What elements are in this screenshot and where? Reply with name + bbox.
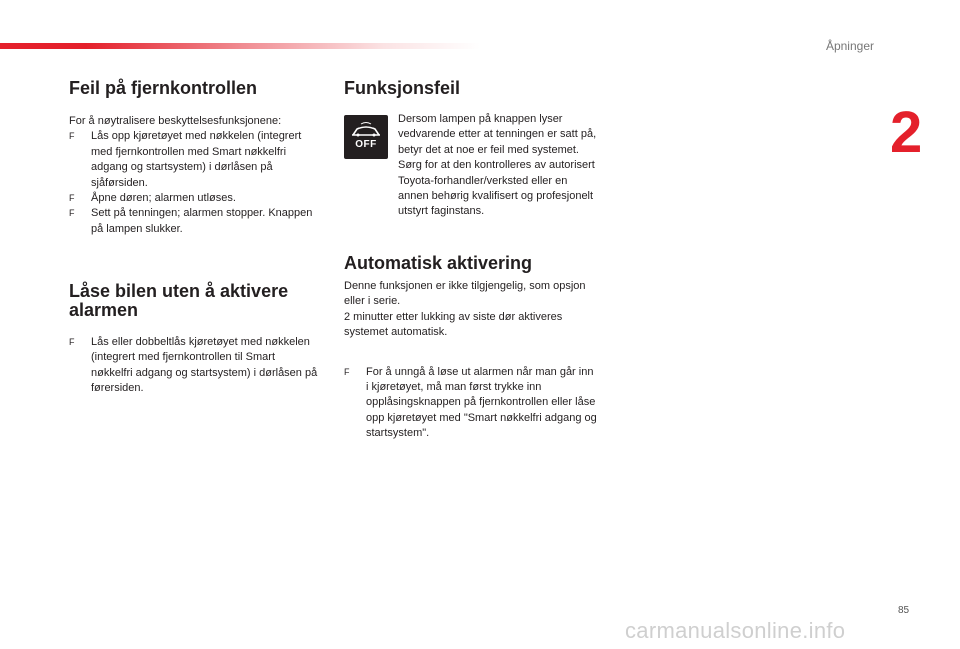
header-accent-bar: [0, 43, 480, 49]
auto-activation-paragraph-2: 2 minutter etter lukking av siste dør aktiveres systemet automatisk.: [344, 310, 563, 339]
list-item: F Sett på tenningen; alarmen stopper. Knappen på lampen slukker.: [69, 207, 313, 235]
remote-failure-section: [69, 79, 325, 237]
alarm-off-icon: [344, 115, 388, 159]
page-number: 85: [898, 605, 910, 616]
chapter-number: 2: [890, 100, 923, 165]
auto-activation-paragraph-1: Denne funksjonen er ikke tilgjengelig, som opsjon eller i serie.: [344, 280, 586, 308]
alarm-off-label: OFF: [355, 139, 377, 150]
bullet-marker: F: [69, 193, 75, 204]
list-item: F Lås opp kjøretøyet med nøkkelen (integrert med fjernkontrollen med Smart nøkkelfri adgang og startsystem) i dørlåsen på sjåførsiden.: [69, 130, 302, 189]
section-label: Åpninger: [825, 39, 874, 53]
auto-activation-section: [344, 254, 598, 442]
malfunction-text: [398, 112, 600, 220]
bullet-marker: F: [344, 366, 350, 377]
bullet-marker: F: [69, 337, 75, 347]
list-item: F For å unngå å løse ut alarmen når man går inn i kjøretøyet, må man først trykke inn opplåsingsknappen på fjernkontrollen eller låse opp kjøretøyet med "Smart nøkkelfri adgang og startsystem".: [344, 365, 597, 440]
bullet-marker: F: [69, 131, 75, 142]
malfunction-paragraph-2: Sørg for at den kontrolleres av autorisert Toyota-forhandler/verksted eller en annen behørig kvalifisert og profesjonelt utstyrt faginstans.: [398, 159, 595, 218]
lock-without-alarm-title: Låse bilen uten å aktivere alarmen: [69, 281, 289, 320]
list-item: F Lås eller dobbeltlås kjøretøyet med nøkkelen (integrert med fjernkontrollen til Smart nøkkelfri adgang og startsystem) i dørlåsen på førersiden.: [69, 336, 318, 395]
malfunction-title: Funksjonsfeil: [344, 78, 461, 98]
lock-without-alarm-section: [69, 282, 319, 397]
list-item: F Åpne døren; alarmen utløses.: [69, 191, 325, 206]
auto-activation-title: Automatisk aktivering: [344, 253, 533, 273]
watermark: carmanualsonline.info: [625, 618, 846, 643]
remote-failure-title: Feil på fjernkontrollen: [69, 78, 258, 98]
bullet-marker: F: [69, 208, 75, 219]
malfunction-section: [344, 79, 600, 98]
malfunction-paragraph-1: Dersom lampen på knappen lyser vedvarende etter at tenningen er satt på, betyr det at noe er feil med systemet.: [398, 113, 597, 156]
remote-failure-intro: For å nøytralisere beskyttelsesfunksjonene:: [69, 115, 282, 127]
